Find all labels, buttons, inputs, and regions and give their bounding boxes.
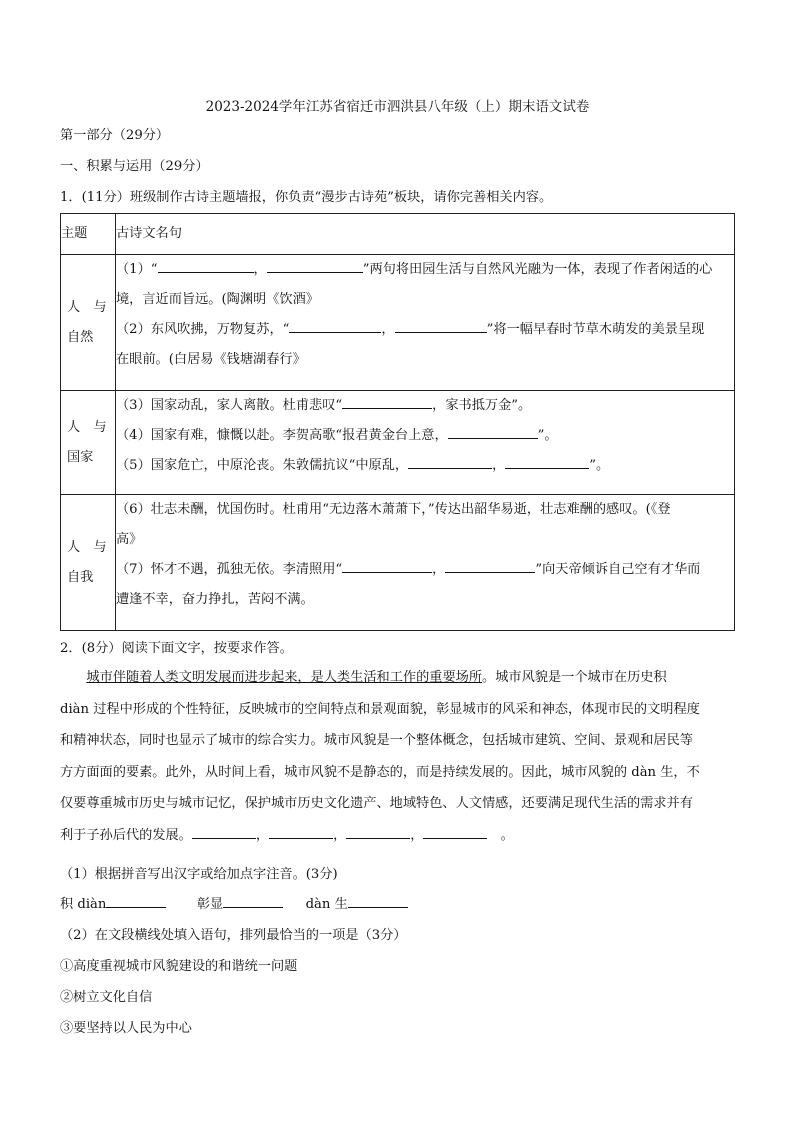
theme-label: 自我: [67, 569, 94, 585]
sub-question-2-prompt: （2）在文段横线处填入语句，排列最恰当的一项是（3分）: [60, 928, 407, 943]
theme-label: 人 与: [67, 299, 107, 315]
passage-line: diàn 过程中形成的个性特征，反映城市的空间特点和景观面貌，彰显城市的风采和神态，体现市民的文明程度: [60, 701, 700, 717]
table-row: [61, 255, 735, 391]
answer-blank[interactable]: [158, 259, 254, 273]
poem-item-6: （6）壮志未酬，忧国伤时。杜甫用“无边落木萧萧下，”传达出韶华易逝，壮志难酬的感叹。(《登: [116, 502, 671, 517]
poem-item-2-cont: 在眼前。(白居易《钱塘湖春行》: [116, 352, 306, 367]
answer-blank[interactable]: [423, 825, 487, 839]
sub-question-1-prompt: （1）根据拼音写出汉字或给加点字注音。(3分): [60, 867, 338, 882]
poem-item-4: （4）国家有难，慷慨以赴。李贺高歌“报君黄金台上意， ”。: [116, 421, 734, 451]
reading-passage: 城市伴随着人类文明发展而进步起来，是人类生活和工作的重要场所。城市风貌是一个城市在历史积 diàn 过程中形成的个性特征，反映城市的空间特点和景观面貌，彰显城市的风采和神态，体现市民的文明程度 和精神状态，同时也显示了城市的综合实力。城市风貌是一个整体概念，包括城市建筑、空间、景观和居民等 方方面面的要素。此外，从时间上看，城市风貌不是静态的，而是持续发展的。因此，城市风貌的 dàn 生，不 仅要尊重城市历史与城市记忆，保护城市历史文化遗产、地域特色、人文情感，还要满足现代生活的需求并有 利于子孙后代的发展。 ， ， ， 。: [60, 662, 735, 852]
exam-title: 2023-2024学年江苏省宿迁市泗洪县八年级（上）期末语文试卷: [205, 99, 590, 115]
answer-blank[interactable]: [267, 259, 363, 273]
table-row: [61, 495, 735, 631]
question-1-stem: 1．(11分）班级制作古诗主题墙报，你负责“漫步古诗苑”板块，请你完善相关内容。: [60, 190, 553, 205]
part-one-heading: 第一部分（29分）: [60, 128, 170, 143]
table-row: [61, 391, 735, 495]
theme-label: 人 与: [67, 539, 107, 555]
answer-blank[interactable]: [289, 319, 381, 333]
theme-label: 自然: [67, 329, 94, 345]
poem-item-1: （1）“ ， ”两句将田园生活与自然风光融为一体，表现了作者闲适的心: [116, 255, 734, 285]
answer-blank[interactable]: [269, 825, 333, 839]
section-one-heading: 一、积累与运用（29分）: [60, 159, 209, 174]
theme-label: 国家: [67, 449, 94, 465]
poem-item-5: （5）国家危亡，中原沦丧。朱敦儒抗议“中原乱， ， ”。: [116, 451, 734, 481]
answer-blank[interactable]: [342, 559, 432, 573]
header-theme: 主题: [61, 214, 116, 255]
passage-line: 仅要尊重城市历史与城市记忆，保护城市历史文化遗产、地域特色、人文情感，还要满足现代生活的需求并有: [60, 796, 693, 812]
header-content: 古诗文名句: [116, 214, 735, 255]
answer-blank[interactable]: [445, 559, 535, 573]
table-header-row: [61, 214, 735, 255]
answer-blank[interactable]: [342, 395, 432, 409]
passage-line: 利于子孙后代的发展。 ， ， ， 。: [60, 820, 735, 852]
sub-question-1-items: 积 diàn 彰显 dàn 生: [60, 893, 408, 912]
answer-blank[interactable]: [448, 425, 538, 439]
poem-item-3: （3）国家动乱，家人离散。杜甫悲叹“ ，家书抵万金”。: [116, 391, 734, 421]
answer-blank[interactable]: [223, 894, 283, 908]
option-3: ③要坚持以人民为中心: [60, 1021, 192, 1036]
question-2-stem: 2．(8分）阅读下面文字，按要求作答。: [60, 641, 293, 656]
underlined-sentence: 城市伴随着人类文明发展而进步起来，是人类生活和工作的重要场所: [86, 670, 483, 685]
answer-blank[interactable]: [106, 894, 166, 908]
answer-blank[interactable]: [408, 455, 492, 469]
answer-blank[interactable]: [505, 455, 589, 469]
poetry-theme-table: [60, 213, 735, 631]
option-2: ②树立文化自信: [60, 990, 153, 1005]
passage-line: 和精神状态，同时也显示了城市的综合实力。城市风貌是一个整体概念，包括城市建筑、空间、景观和居民等: [60, 733, 693, 749]
poem-item-1-cont: 境，言近而旨远。(陶渊明《饮酒》: [116, 292, 319, 307]
poem-item-6-cont: 高》: [116, 532, 143, 547]
answer-blank[interactable]: [395, 319, 487, 333]
passage-line: 方方面面的要素。此外，从时间上看，城市风貌不是静态的，而是持续发展的。因此，城市风貌的 dàn 生，不: [60, 764, 700, 780]
theme-label: 人 与: [67, 419, 107, 435]
poem-item-2: （2）东风吹拂，万物复苏，“ ， ”将一幅早春时节草木萌发的美景呈现: [116, 315, 734, 345]
poem-item-7-cont: 遭逢不幸，奋力挣扎，苦闷不满。: [116, 592, 314, 607]
answer-blank[interactable]: [346, 825, 410, 839]
answer-blank[interactable]: [348, 894, 408, 908]
poem-item-7: （7）怀才不遇，孤独无依。李清照用“ ， ”向天帝倾诉自己空有才华而: [116, 555, 734, 585]
answer-blank[interactable]: [192, 825, 256, 839]
option-1: ①高度重视城市风貌建设的和谐统一问题: [60, 959, 298, 974]
